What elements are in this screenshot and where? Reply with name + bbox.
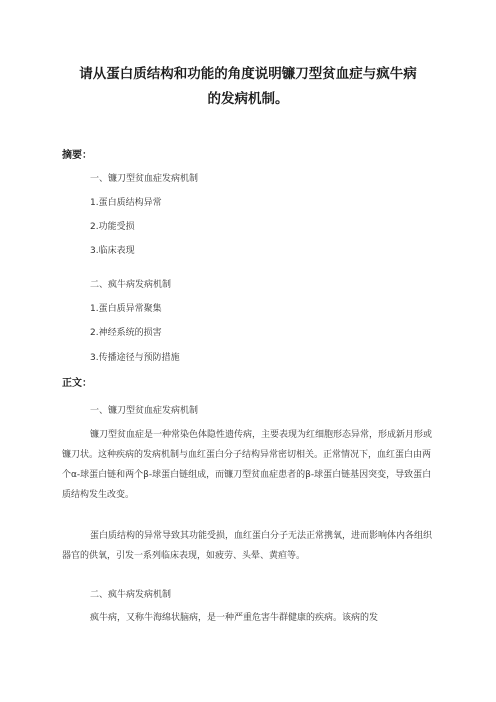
abstract-label: 摘要：: [62, 150, 92, 161]
abstract-item: 1.蛋白质异常聚集: [90, 304, 162, 314]
abstract-item: 2.功能受损: [90, 222, 135, 232]
section-heading: 二、疯牛病发病机制: [90, 590, 172, 600]
title-line-1: 请从蛋白质结构和功能的角度说明镰刀型贫血症与疯牛病: [79, 66, 417, 82]
section-heading: 一、镰刀型贫血症发病机制: [90, 406, 199, 416]
body-label: 正文：: [62, 378, 92, 389]
abstract-item: 3.传播途径与预防措施: [90, 353, 180, 363]
body-paragraph: 镰刀型贫血症是一种常染色体隐性遗传病，主要表现为红细胞形态异常，形成新月形或镰刀状。这种疾病的发病机制与血红蛋白分子结构异常密切相关。正常情况下，血红蛋白由两个α-球蛋白链和两个β-球蛋白链组成，而镰刀型贫血症患者的β-球蛋白链基因突变，导致蛋白质结构发生改变。: [62, 430, 433, 500]
body-paragraph: 疯牛病，又称牛海绵状脑病，是一种严重危害牛群健康的疾病。该病的发: [90, 613, 379, 623]
document-title: [60, 62, 436, 112]
title-line-2: 的发病机制。: [207, 91, 289, 107]
abstract-item: 2.神经系统的损害: [90, 328, 162, 338]
body-paragraph: 蛋白质结构的异常导致其功能受损，血红蛋白分子无法正常携氧，进而影响体内各组织器官的供氧，引发一系列临床表现，如疲劳、头晕、黄疸等。: [62, 531, 433, 561]
abstract-item: 一、镰刀型贫血症发病机制: [90, 174, 199, 184]
abstract-item: 3.临床表现: [90, 246, 135, 256]
abstract-item: 1.蛋白质结构异常: [90, 198, 162, 208]
abstract-item: 二、疯牛病发病机制: [90, 280, 172, 290]
